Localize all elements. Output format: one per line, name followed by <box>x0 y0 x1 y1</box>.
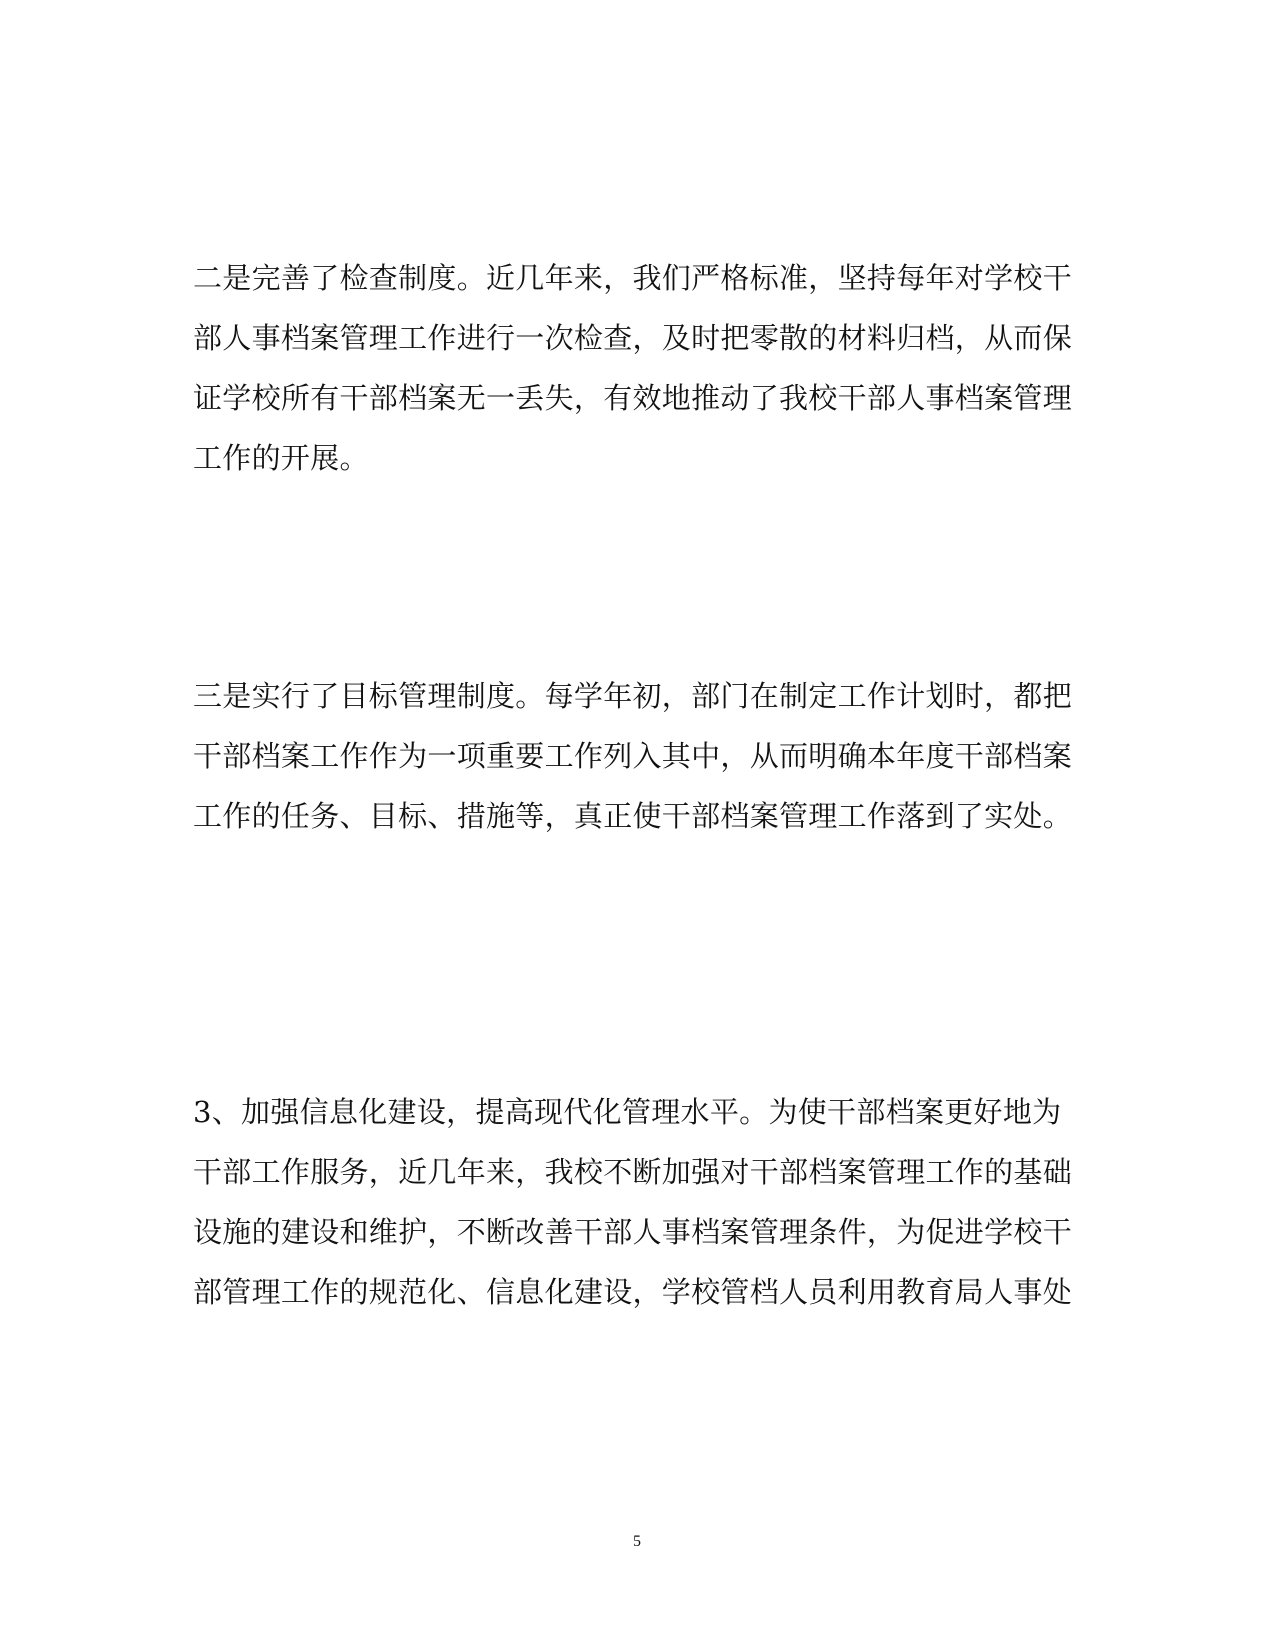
paragraph-line: 部管理工作的规范化、信息化建设，学校管档人员利用教育局人事处 <box>193 1275 1073 1309</box>
paragraph-line: 干部档案工作作为一项重要工作列入其中，从而明确本年度干部档案 <box>193 739 1073 773</box>
paragraph-line: 工作的开展。 <box>193 441 369 475</box>
paragraph-line: 二是完善了检查制度。近几年来，我们严格标准，坚持每年对学校干 <box>193 261 1073 295</box>
paragraph-line: 设施的建设和维护，不断改善干部人事档案管理条件，为促进学校干 <box>193 1215 1073 1249</box>
paragraph-line: 部人事档案管理工作进行一次检查，及时把零散的材料归档，从而保 <box>193 321 1073 355</box>
paragraph-line: 3、加强信息化建设，提高现代化管理水平。为使干部档案更好地为 <box>193 1095 1062 1129</box>
page-number: 5 <box>633 1533 641 1550</box>
paragraph-line: 证学校所有干部档案无一丢失，有效地推动了我校干部人事档案管理 <box>193 381 1073 415</box>
paragraph-line: 三是实行了目标管理制度。每学年初，部门在制定工作计划时，都把 <box>193 679 1073 713</box>
paragraph-line: 干部工作服务，近几年来，我校不断加强对干部档案管理工作的基础 <box>193 1155 1073 1189</box>
paragraph-line: 工作的任务、目标、措施等，真正使干部档案管理工作落到了实处。 <box>193 799 1073 833</box>
